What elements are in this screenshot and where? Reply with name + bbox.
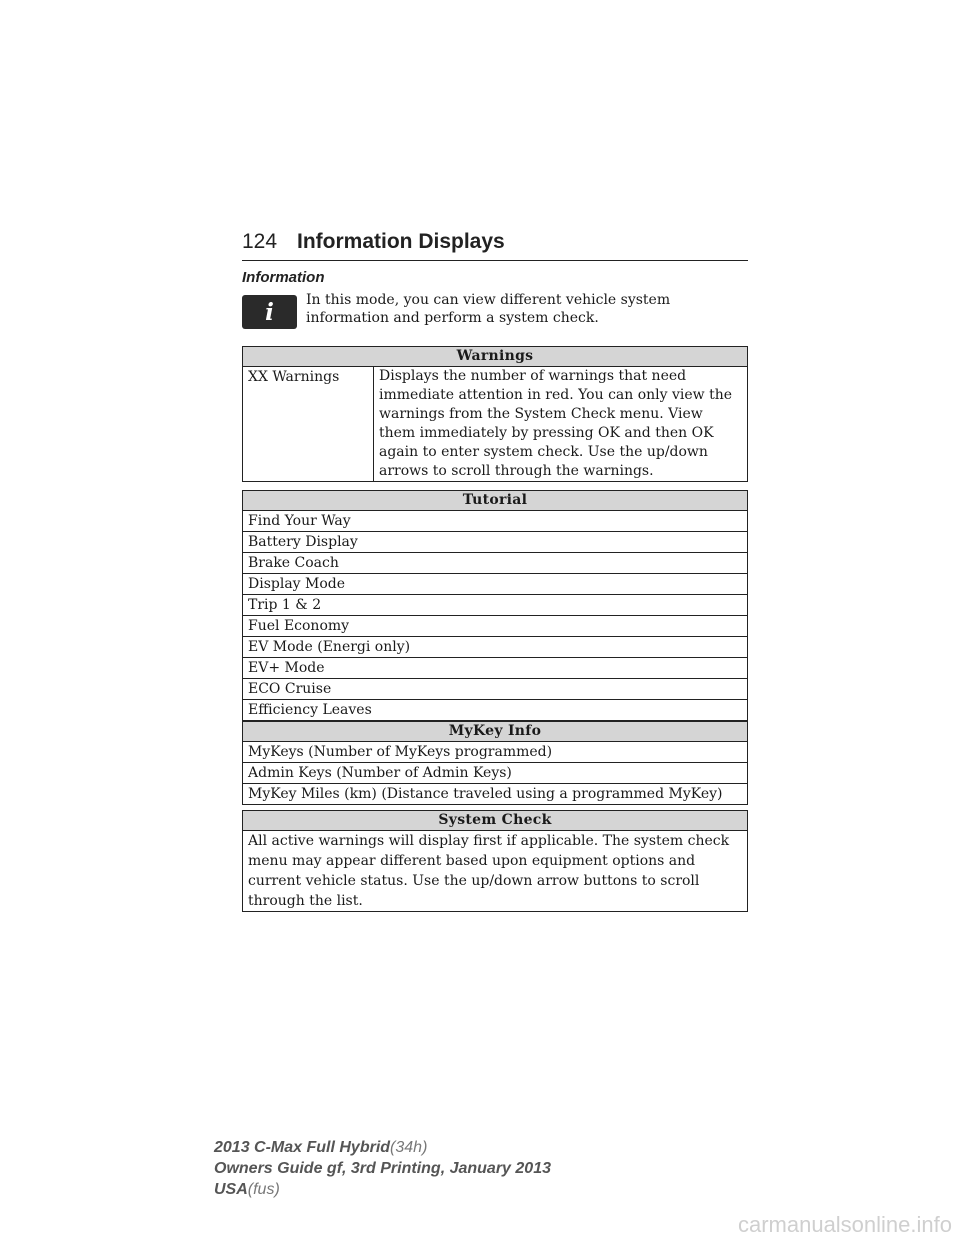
mykey-item: MyKeys (Number of MyKeys programmed) — [243, 742, 748, 763]
page-footer — [214, 1137, 551, 1200]
info-icon — [242, 295, 297, 329]
page-header — [242, 230, 748, 261]
tutorial-item: EV Mode (Energi only) — [243, 637, 748, 658]
tutorial-table — [242, 490, 748, 721]
system-check-text: All active warnings will display first if applicable. The system check menu may appear different based upon equipment options and current vehicle status. Use the up/down arrow buttons to scroll through the list. — [243, 831, 748, 912]
mykey-item: Admin Keys (Number of Admin Keys) — [243, 763, 748, 784]
footer-model: 2013 C-Max Full Hybrid — [214, 1139, 391, 1156]
warning-label: XX Warnings — [243, 367, 374, 482]
system-check-heading: System Check — [243, 811, 748, 831]
intro-paragraph: In this mode, you can view different vehicle system information and perform a system check. — [306, 292, 671, 326]
page-number: 124 — [242, 230, 278, 253]
tutorial-item: Find Your Way — [243, 511, 748, 532]
section-title: Information — [242, 269, 325, 286]
mykey-item: MyKey Miles (km) (Distance traveled using a programmed MyKey) — [243, 784, 748, 805]
tutorial-item: EV+ Mode — [243, 658, 748, 679]
tutorial-item: Battery Display — [243, 532, 748, 553]
footer-market-code: (fus) — [247, 1181, 280, 1198]
tutorial-heading: Tutorial — [243, 491, 748, 511]
tutorial-item: Display Mode — [243, 574, 748, 595]
table-row — [243, 367, 748, 482]
footer-guide: Owners Guide gf, 3rd Printing, January 2013 — [214, 1160, 551, 1177]
tutorial-item: Efficiency Leaves — [243, 700, 748, 721]
footer-market: USA — [214, 1181, 248, 1198]
watermark: carmanualsonline.info — [737, 1212, 952, 1237]
tutorial-item: Trip 1 & 2 — [243, 595, 748, 616]
tutorial-item: ECO Cruise — [243, 679, 748, 700]
info-icon-glyph: i — [265, 299, 274, 326]
warnings-heading: Warnings — [243, 347, 748, 367]
chapter-title: Information Displays — [297, 230, 505, 253]
tutorial-item: Brake Coach — [243, 553, 748, 574]
tutorial-item: Fuel Economy — [243, 616, 748, 637]
mykey-table — [242, 721, 748, 805]
warning-description: Displays the number of warnings that need immediate attention in red. You can only view the warnings from the System Check menu. View them immediately by pressing OK and then OK again to enter system check. Use the up/down arrows to scroll through the warnings. — [374, 367, 748, 482]
system-check-table — [242, 810, 748, 912]
footer-model-code: (34h) — [390, 1139, 428, 1156]
mykey-heading: MyKey Info — [243, 722, 748, 742]
warnings-table — [242, 346, 748, 482]
